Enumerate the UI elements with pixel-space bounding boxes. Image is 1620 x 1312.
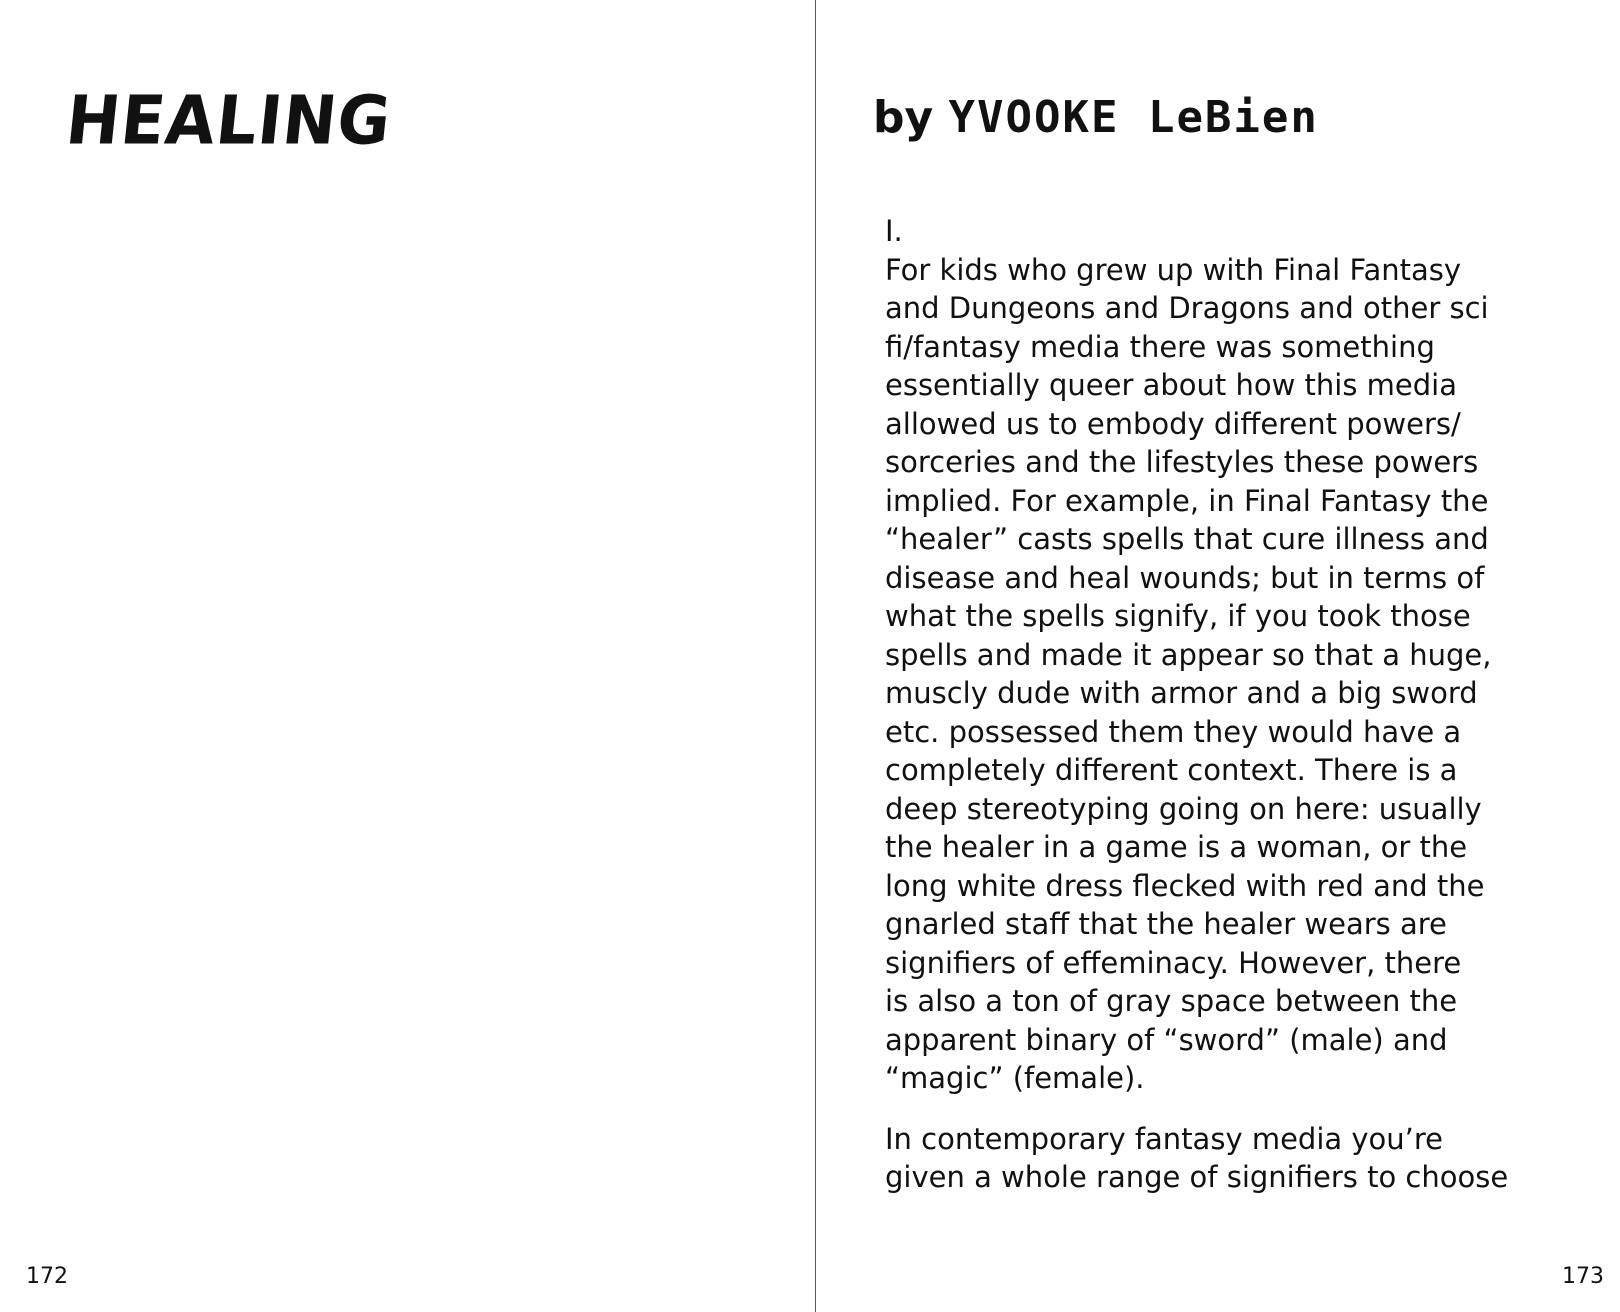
text-line: and Dungeons and Dragons and other sci xyxy=(885,291,1489,325)
text-line: For kids who grew up with Final Fantasy xyxy=(885,252,1462,287)
text-line: In contemporary fantasy media you’re xyxy=(885,1121,1443,1156)
article-body xyxy=(885,212,1605,1197)
text-line: muscly dude with armor and a big sword xyxy=(885,676,1478,710)
text-line: etc. possessed them they would have a xyxy=(885,714,1462,749)
text-line: gnarled staff that the healer wears are xyxy=(885,907,1447,941)
author-name: YVOOKE LeBien xyxy=(948,92,1319,143)
text-line: essentially queer about how this media xyxy=(885,368,1457,402)
text-line: sorceries and the lifestyles these powers xyxy=(885,445,1479,479)
paragraph-2 xyxy=(885,1120,1605,1197)
text-line: spells and made it appear so that a huge, xyxy=(885,637,1492,672)
text-line: the healer in a game is a woman, or the xyxy=(885,830,1468,864)
byline-prefix: by xyxy=(873,92,934,143)
text-line: long white dress flecked with red and the xyxy=(885,868,1485,903)
paragraph-1 xyxy=(885,251,1605,1098)
text-line: allowed us to embody different powers/ xyxy=(885,406,1461,441)
byline xyxy=(873,92,1319,143)
paragraph-spacer xyxy=(885,1098,1605,1120)
text-line: “magic” (female). xyxy=(885,1061,1145,1095)
text-line: disease and heal wounds; but in terms of xyxy=(885,560,1485,595)
right-page xyxy=(816,0,1620,1312)
text-line: signifiers of effeminacy. However, there xyxy=(885,945,1462,980)
text-line: what the spells signify, if you took those xyxy=(885,599,1471,633)
page-number-left: 172 xyxy=(26,1264,68,1289)
text-line: deep stereotyping going on here: usually xyxy=(885,791,1482,826)
page-title: HEALING xyxy=(62,82,396,161)
text-line: “healer” casts spells that cure illness and xyxy=(885,522,1489,556)
text-line: implied. For example, in Final Fantasy the xyxy=(885,483,1489,518)
text-line: given a whole range of signifiers to choose xyxy=(885,1160,1509,1194)
text-line: apparent binary of “sword” (male) and xyxy=(885,1022,1448,1057)
section-number: I. xyxy=(885,214,903,248)
text-line: is also a ton of gray space between the xyxy=(885,984,1458,1018)
text-line: fi/fantasy media there was something xyxy=(885,329,1435,364)
text-line: completely different context. There is a xyxy=(885,753,1458,787)
page-number-right: 173 xyxy=(1562,1264,1604,1289)
